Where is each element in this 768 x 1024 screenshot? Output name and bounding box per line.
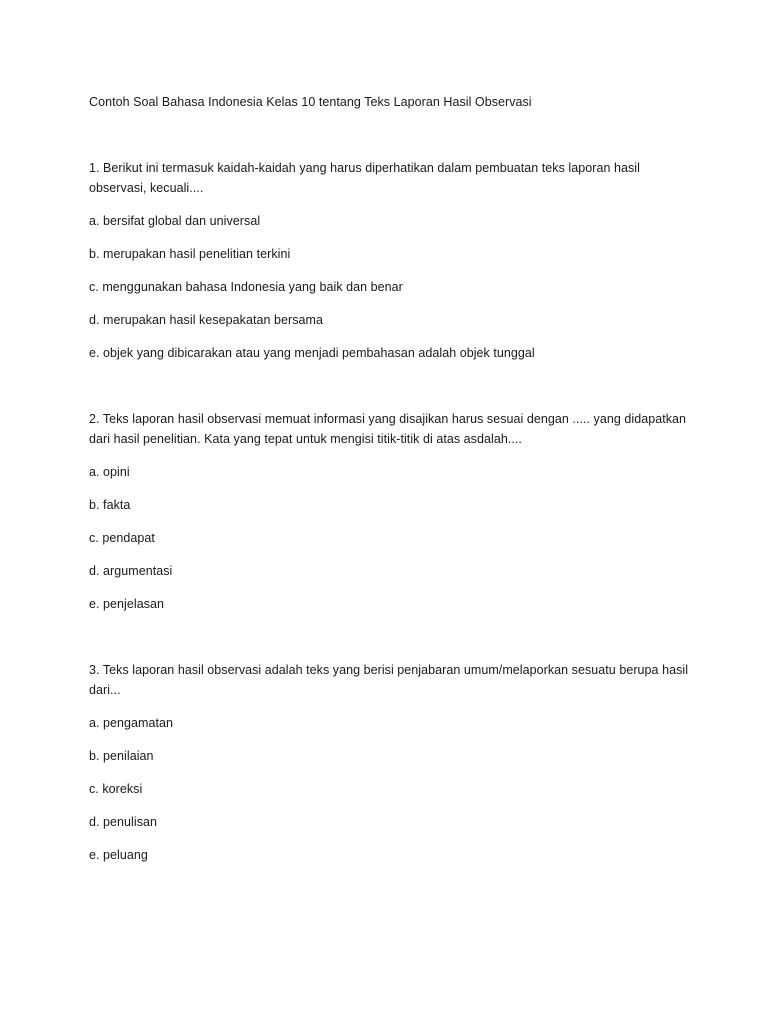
document-content (89, 92, 689, 911)
page-title: Contoh Soal Bahasa Indonesia Kelas 10 tentang Teks Laporan Hasil Observasi (89, 95, 532, 109)
question-2 (89, 409, 689, 614)
option-a: a. bersifat global dan universal (89, 214, 261, 228)
question-text: 2. Teks laporan hasil observasi memuat informasi yang disajikan harus sesuai dengan ..... yang didapatkan dari hasil penelitian. Kata yang tepat untuk mengisi titik-titik di atas asdalah.... (89, 412, 687, 446)
option-e: e. objek yang dibicarakan atau yang menjadi pembahasan adalah objek tunggal (89, 346, 535, 360)
question-text: 3. Teks laporan hasil observasi adalah teks yang berisi penjabaran umum/melaporkan sesuatu berupa hasil dari... (89, 663, 689, 697)
option-c: c. menggunakan bahasa Indonesia yang baik dan benar (89, 280, 403, 294)
option-c: c. pendapat (89, 531, 155, 545)
option-e: e. penjelasan (89, 597, 165, 611)
option-c: c. koreksi (89, 782, 143, 796)
option-b: b. fakta (89, 498, 131, 512)
option-d: d. argumentasi (89, 564, 173, 578)
question-text: 1. Berikut ini termasuk kaidah-kaidah yang harus diperhatikan dalam pembuatan teks laporan hasil observasi, kecuali.... (89, 161, 640, 195)
option-e: e. peluang (89, 848, 148, 862)
option-d: d. penulisan (89, 815, 158, 829)
option-b: b. penilaian (89, 749, 154, 763)
option-b: b. merupakan hasil penelitian terkini (89, 247, 291, 261)
option-a: a. opini (89, 465, 130, 479)
option-a: a. pengamatan (89, 716, 174, 730)
option-d: d. merupakan hasil kesepakatan bersama (89, 313, 323, 327)
question-3 (89, 660, 689, 865)
question-1 (89, 158, 689, 363)
